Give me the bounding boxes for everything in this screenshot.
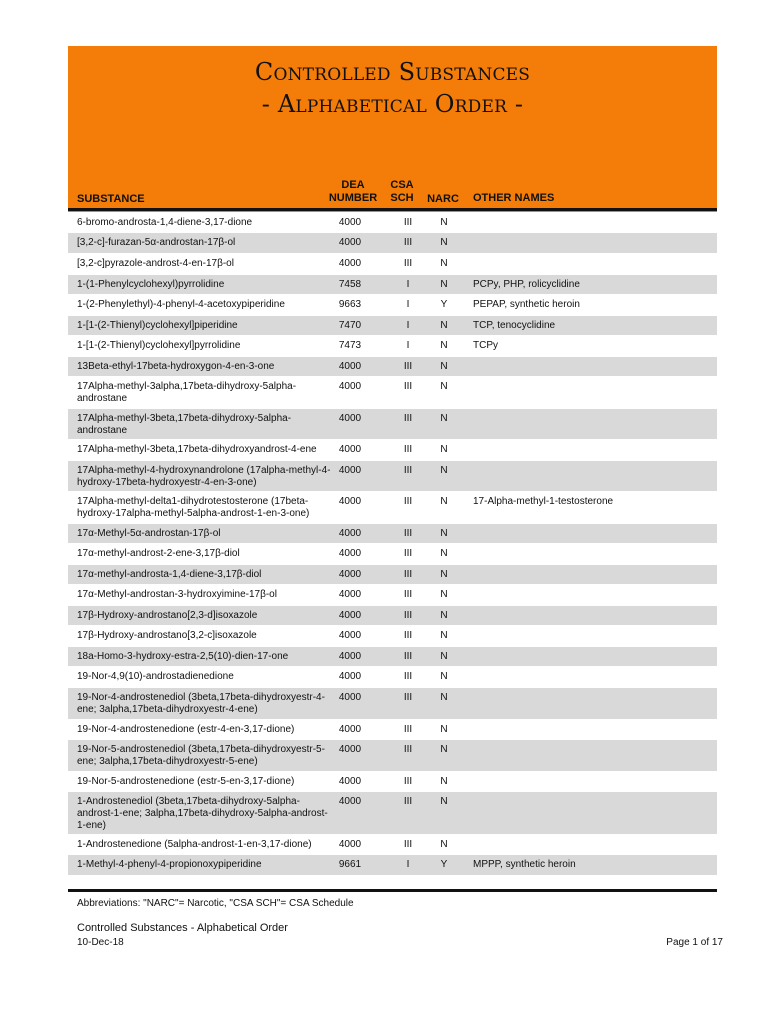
substance-cell: 1-[1-(2-Thienyl)cyclohexyl]piperidine <box>77 320 238 331</box>
dea-number-cell: 9661 <box>338 859 362 870</box>
narcotic-cell: N <box>440 569 448 580</box>
narcotic-cell: N <box>440 671 448 682</box>
column-header-csa-sch <box>384 179 420 205</box>
footer-document-title: Controlled Substances - Alphabetical Order <box>77 922 288 934</box>
narcotic-cell: N <box>440 413 448 424</box>
substance-cell: 17Alpha-methyl-3beta,17beta-dihydroxyandrost-4-ene <box>77 444 317 455</box>
table-row <box>68 295 717 316</box>
table-row <box>68 316 717 336</box>
substance-cell: 19-Nor-4-androstenediol (3beta,17beta-dihydroxyestr-4-ene; 3alpha,17beta-dihydroxyestr-4-ene) <box>77 692 325 715</box>
narcotic-cell: N <box>440 381 448 392</box>
substance-cell: 19-Nor-4,9(10)-androstadienedione <box>77 671 234 682</box>
dea-number-cell: 4000 <box>338 381 362 392</box>
narcotic-cell: N <box>440 630 448 641</box>
footer-divider <box>68 889 717 892</box>
narcotic-cell: N <box>440 776 448 787</box>
page-number: Page 1 of 17 <box>666 937 723 948</box>
dea-number-cell: 4000 <box>338 671 362 682</box>
narcotic-cell: N <box>440 320 448 331</box>
narcotic-cell: N <box>440 610 448 621</box>
csa-schedule-cell: III <box>403 839 413 850</box>
narcotic-cell: Y <box>440 859 448 870</box>
table-row <box>68 254 717 275</box>
substance-cell: 17α-methyl-androsta-1,4-diene-3,17β-diol <box>77 569 262 580</box>
page-subtitle: - Alphabetical Order - <box>261 90 524 118</box>
dea-number-cell: 4000 <box>338 839 362 850</box>
narcotic-cell: N <box>440 237 448 248</box>
table-row <box>68 233 717 254</box>
csa-schedule-cell: III <box>403 724 413 735</box>
column-header-dea-line2: NUMBER <box>328 192 378 204</box>
substance-cell: 18a-Homo-3-hydroxy-estra-2,5(10)-dien-17-one <box>77 651 289 662</box>
csa-schedule-cell: III <box>403 413 413 424</box>
substance-cell: 17β-Hydroxy-androstano[2,3-d]isoxazole <box>77 610 258 621</box>
table-row <box>68 688 717 720</box>
table-row <box>68 720 717 740</box>
table-row <box>68 275 717 295</box>
narcotic-cell: N <box>440 724 448 735</box>
dea-number-cell: 4000 <box>338 237 362 248</box>
csa-schedule-cell: III <box>403 776 413 787</box>
footer-date: 10-Dec-18 <box>77 937 124 948</box>
substance-cell: 13Beta-ethyl-17beta-hydroxygon-4-en-3-one <box>77 361 275 372</box>
narcotic-cell: N <box>440 651 448 662</box>
csa-schedule-cell: III <box>403 671 413 682</box>
column-header-csa-line1: CSA <box>390 179 414 191</box>
csa-schedule-cell: III <box>403 217 413 228</box>
dea-number-cell: 4000 <box>338 444 362 455</box>
csa-schedule-cell: III <box>403 744 413 755</box>
header-divider <box>68 208 717 211</box>
narcotic-cell: N <box>440 496 448 507</box>
dea-number-cell: 4000 <box>338 610 362 621</box>
csa-schedule-cell: I <box>406 299 410 310</box>
substance-cell: 19-Nor-4-androstenedione (estr-4-en-3,17-dione) <box>77 724 295 735</box>
csa-schedule-cell: I <box>406 340 410 351</box>
substance-cell: 17α-Methyl-5α-androstan-17β-ol <box>77 528 221 539</box>
other-names-cell: PEPAP, synthetic heroin <box>473 299 580 310</box>
column-header-dea-number <box>322 179 384 205</box>
substance-cell: 17Alpha-methyl-4-hydroxynandrolone (17alpha-methyl-4-hydroxy-17beta-hydroxyestr-4-en-3-one) <box>77 465 331 488</box>
substance-cell: 1-Androstenediol (3beta,17beta-dihydroxy-5alpha-androst-1-ene; 3alpha,17beta-dihydroxy-5alpha-androst-1-ene) <box>77 796 328 831</box>
table-row <box>68 667 717 688</box>
narcotic-cell: N <box>440 839 448 850</box>
narcotic-cell: N <box>440 548 448 559</box>
substance-cell: 1-(1-Phenylcyclohexyl)pyrrolidine <box>77 279 225 290</box>
substance-cell: 17Alpha-methyl-3alpha,17beta-dihydroxy-5alpha-androstane <box>77 381 297 404</box>
substance-cell: 17Alpha-methyl-3beta,17beta-dihydroxy-5alpha-androstane <box>77 413 292 436</box>
substance-cell: 17β-Hydroxy-androstano[3,2-c]isoxazole <box>77 630 257 641</box>
csa-schedule-cell: III <box>403 692 413 703</box>
dea-number-cell: 9663 <box>338 299 362 310</box>
csa-schedule-cell: III <box>403 796 413 807</box>
table-row <box>68 565 717 585</box>
column-header-substance: SUBSTANCE <box>77 193 145 205</box>
csa-schedule-cell: I <box>406 320 410 331</box>
substance-cell: 1-[1-(2-Thienyl)cyclohexyl]pyrrolidine <box>77 340 241 351</box>
substances-table <box>68 213 717 876</box>
dea-number-cell: 7458 <box>338 279 362 290</box>
csa-schedule-cell: III <box>403 258 413 269</box>
narcotic-cell: N <box>440 528 448 539</box>
column-header-dea-line1: DEA <box>341 179 365 191</box>
narcotic-cell: N <box>440 744 448 755</box>
dea-number-cell: 4000 <box>338 496 362 507</box>
csa-schedule-cell: III <box>403 361 413 372</box>
table-row <box>68 740 717 772</box>
dea-number-cell: 4000 <box>338 692 362 703</box>
substance-cell: 17α-Methyl-androstan-3-hydroxyimine-17β-ol <box>77 589 277 600</box>
dea-number-cell: 4000 <box>338 724 362 735</box>
table-row <box>68 835 717 855</box>
csa-schedule-cell: III <box>403 465 413 476</box>
table-row <box>68 440 717 461</box>
substance-cell: 17Alpha-methyl-delta1-dihydrotestosterone (17beta-hydroxy-17alpha-methyl-5alpha-androst-1-en-3-one) <box>77 496 310 519</box>
other-names-cell: PCPy, PHP, rolicyclidine <box>473 279 580 290</box>
dea-number-cell: 4000 <box>338 548 362 559</box>
dea-number-cell: 4000 <box>338 569 362 580</box>
csa-schedule-cell: III <box>403 569 413 580</box>
table-row <box>68 409 717 440</box>
csa-schedule-cell: III <box>403 237 413 248</box>
narcotic-cell: N <box>440 692 448 703</box>
narcotic-cell: N <box>440 361 448 372</box>
csa-schedule-cell: III <box>403 589 413 600</box>
narcotic-cell: N <box>440 258 448 269</box>
table-row <box>68 772 717 792</box>
table-row <box>68 606 717 626</box>
table-row <box>68 647 717 667</box>
substance-cell: 1-Methyl-4-phenyl-4-propionoxypiperidine <box>77 859 262 870</box>
dea-number-cell: 7470 <box>338 320 362 331</box>
narcotic-cell: N <box>440 465 448 476</box>
dea-number-cell: 4000 <box>338 528 362 539</box>
substance-cell: 19-Nor-5-androstenedione (estr-5-en-3,17-dione) <box>77 776 295 787</box>
table-row <box>68 377 717 409</box>
table-row <box>68 336 717 357</box>
table-row <box>68 524 717 544</box>
other-names-cell: 17-Alpha-methyl-1-testosterone <box>473 496 614 507</box>
table-row <box>68 792 717 835</box>
column-header-narc: NARC <box>427 193 459 205</box>
csa-schedule-cell: III <box>403 610 413 621</box>
narcotic-cell: Y <box>440 299 448 310</box>
table-row <box>68 626 717 647</box>
table-row <box>68 492 717 524</box>
page-title: Controlled Substances <box>254 58 531 86</box>
dea-number-cell: 4000 <box>338 630 362 641</box>
csa-schedule-cell: III <box>403 496 413 507</box>
csa-schedule-cell: III <box>403 444 413 455</box>
other-names-cell: TCP, tenocyclidine <box>473 320 556 331</box>
csa-schedule-cell: I <box>406 859 410 870</box>
substance-cell: 17α-methyl-androst-2-ene-3,17β-diol <box>77 548 240 559</box>
dea-number-cell: 4000 <box>338 465 362 476</box>
narcotic-cell: N <box>440 589 448 600</box>
other-names-cell: MPPP, synthetic heroin <box>473 859 576 870</box>
narcotic-cell: N <box>440 796 448 807</box>
csa-schedule-cell: III <box>403 651 413 662</box>
dea-number-cell: 4000 <box>338 776 362 787</box>
substance-cell: [3,2-c]pyrazole-androst-4-en-17β-ol <box>77 258 234 269</box>
dea-number-cell: 4000 <box>338 361 362 372</box>
table-row <box>68 357 717 377</box>
column-header-other-names: OTHER NAMES <box>473 192 555 204</box>
csa-schedule-cell: III <box>403 548 413 559</box>
table-row <box>68 585 717 606</box>
narcotic-cell: N <box>440 444 448 455</box>
dea-number-cell: 4000 <box>338 258 362 269</box>
substance-cell: 1-(2-Phenylethyl)-4-phenyl-4-acetoxypiperidine <box>77 299 285 310</box>
dea-number-cell: 4000 <box>338 651 362 662</box>
substance-cell: 19-Nor-5-androstenediol (3beta,17beta-dihydroxyestr-5-ene; 3alpha,17beta-dihydroxyestr-5-ene) <box>77 744 325 767</box>
abbreviations-note: Abbreviations: "NARC"= Narcotic, "CSA SCH"= CSA Schedule <box>77 898 354 909</box>
dea-number-cell: 7473 <box>338 340 362 351</box>
narcotic-cell: N <box>440 217 448 228</box>
table-row <box>68 544 717 565</box>
csa-schedule-cell: III <box>403 630 413 641</box>
substance-cell: [3,2-c]-furazan-5α-androstan-17β-ol <box>77 237 236 248</box>
csa-schedule-cell: III <box>403 528 413 539</box>
table-row <box>68 213 717 233</box>
other-names-cell: TCPy <box>473 340 498 351</box>
dea-number-cell: 4000 <box>338 796 362 807</box>
substance-cell: 1-Androstenedione (5alpha-androst-1-en-3,17-dione) <box>77 839 312 850</box>
dea-number-cell: 4000 <box>338 744 362 755</box>
narcotic-cell: N <box>440 340 448 351</box>
column-header-csa-line2: SCH <box>390 192 414 204</box>
dea-number-cell: 4000 <box>338 413 362 424</box>
dea-number-cell: 4000 <box>338 217 362 228</box>
table-row <box>68 461 717 492</box>
table-row <box>68 855 717 876</box>
substance-cell: 6-bromo-androsta-1,4-diene-3,17-dione <box>77 217 253 228</box>
narcotic-cell: N <box>440 279 448 290</box>
csa-schedule-cell: III <box>403 381 413 392</box>
dea-number-cell: 4000 <box>338 589 362 600</box>
csa-schedule-cell: I <box>406 279 410 290</box>
